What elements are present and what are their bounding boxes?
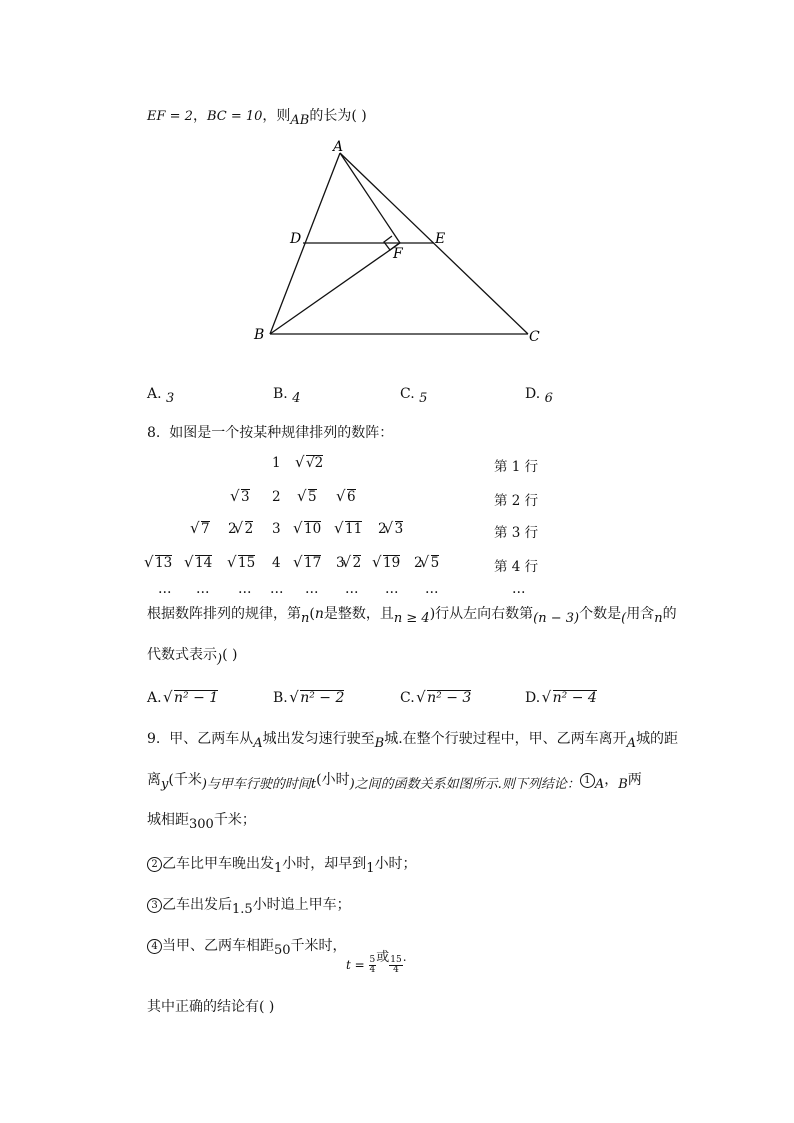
q9-conclusion-4: 4 当甲、乙两车相距50千米时，: [147, 937, 347, 956]
q8-option-c[interactable]: [400, 690, 471, 706]
q8-question-line1: 根据数阵排列的规律，第n(n是整数，且n ≥ 4)行从左向右数第(n − 3)个数是(用含n的: [147, 606, 677, 626]
array-cell: √ 13: [147, 555, 172, 571]
array-cell: 1: [272, 455, 281, 471]
ellipsis: …: [345, 581, 359, 597]
circle-2: 2: [147, 857, 162, 872]
fraction: $\frac{5}{4}$: [369, 955, 376, 975]
array-cell: 2√ 3: [378, 521, 403, 537]
q9-line3: 城相距300千米；: [147, 812, 256, 832]
array-cell: √ 17: [296, 555, 321, 571]
option-letter: A.: [147, 386, 162, 402]
option-value: 5: [419, 391, 428, 406]
q7-end: 的长为( ): [309, 108, 367, 124]
label-d: D: [290, 231, 302, 247]
circle-3: 3: [147, 898, 162, 913]
q8-number: 8.: [147, 425, 161, 441]
row-label: 第 4 行: [494, 559, 539, 575]
q9-conclusion-3: 3 乙车出发后1.5小时追上甲车；: [147, 896, 351, 915]
row-label: 第 2 行: [494, 493, 539, 509]
q9-conclusion-2: 2 乙车比甲车晚出发1小时，却早到1小时；: [147, 855, 417, 874]
triangle-figure: [0, 0, 794, 400]
q8-intro-text: 如图是一个按某种规律排列的数阵：: [169, 425, 394, 441]
segment-af: [340, 153, 400, 243]
option-letter: C.: [400, 690, 415, 706]
ellipsis: …: [425, 581, 439, 597]
option-letter: B.: [273, 690, 288, 706]
label-f: F: [393, 246, 403, 262]
ellipsis: …: [196, 581, 210, 597]
label-e: E: [435, 231, 446, 247]
option-radical: √ n² − 1: [166, 690, 218, 706]
option-radical: √ n² − 2: [292, 690, 344, 706]
q8-question-line2: 代数式表示)( ): [147, 647, 238, 667]
array-cell: 2√ 2: [228, 521, 253, 537]
array-cell: √ 5: [300, 489, 317, 505]
q7-bc: BC = 10: [206, 109, 263, 124]
array-cell: √ 19: [375, 555, 400, 571]
array-cell: √ 7: [193, 521, 210, 537]
array-cell: √ 11: [337, 521, 362, 537]
q8-option-b[interactable]: [273, 690, 344, 706]
row-label: 第 3 行: [494, 525, 539, 541]
array-cell: √ 14: [187, 555, 212, 571]
array-cell: √ √2: [298, 455, 323, 471]
array-cell: 3√ 2: [336, 555, 361, 571]
array-cell: 4: [272, 555, 281, 571]
array-cell: √ 10: [296, 521, 321, 537]
option-radical: √ n² − 4: [545, 690, 597, 706]
ellipsis: …: [512, 581, 526, 597]
q9-line1: 9. 甲、乙两车从A城出发匀速行驶至B城.在整个行驶过程中，甲、乙两车离开A城的距: [147, 731, 679, 751]
option-letter: D.: [525, 386, 541, 402]
q7-ef: EF = 2: [147, 109, 193, 124]
array-cell: √ 3: [233, 489, 250, 505]
q8-intro: [147, 424, 393, 442]
q9-closing: 其中正确的结论有( ): [147, 999, 275, 1015]
q8-option-a[interactable]: [147, 690, 218, 706]
array-cell: 2√ 5: [414, 555, 439, 571]
q7-option-d[interactable]: [525, 386, 553, 406]
circle-1: 1: [580, 773, 595, 788]
option-radical: √ n² − 3: [419, 690, 471, 706]
segment-bf: [270, 243, 400, 334]
label-b: B: [254, 327, 265, 343]
q7-mid: ，则: [262, 108, 291, 124]
array-cell: 3: [272, 521, 281, 537]
array-cell: √ 6: [339, 489, 356, 505]
q8-option-d[interactable]: [525, 690, 597, 706]
fraction: $\frac{15}{4}$: [390, 955, 402, 975]
q9-conclusion-4-formula: t = $\frac{5}{4}$ 或 $\frac{15}{4}$ .: [346, 950, 407, 975]
ellipsis: …: [158, 581, 172, 597]
option-letter: B.: [273, 386, 288, 402]
option-value: 6: [544, 391, 553, 406]
ellipsis: …: [305, 581, 319, 597]
circle-4: 4: [147, 939, 162, 954]
q7-sep: ，: [192, 108, 207, 124]
option-letter: D.: [525, 690, 541, 706]
option-value: 3: [166, 391, 175, 406]
label-a: A: [333, 139, 344, 155]
q7-option-b[interactable]: [273, 386, 301, 406]
option-value: 4: [292, 391, 301, 406]
option-letter: C.: [400, 386, 415, 402]
q9-line2: 离y(千米)与甲车行驶的时间t(小时)之间的函数关系如图所示.则下列结论： 1 A，B两: [147, 772, 642, 792]
ellipsis: …: [270, 581, 284, 597]
q7-option-c[interactable]: [400, 386, 428, 406]
option-letter: A.: [147, 690, 162, 706]
q7-ab: AB: [290, 113, 310, 128]
q7-option-a[interactable]: [147, 386, 175, 406]
row-label: 第 1 行: [494, 459, 539, 475]
array-cell: 2: [272, 489, 281, 505]
ellipsis: …: [385, 581, 399, 597]
array-cell: √ 15: [230, 555, 255, 571]
label-c: C: [529, 329, 540, 345]
ellipsis: …: [238, 581, 252, 597]
